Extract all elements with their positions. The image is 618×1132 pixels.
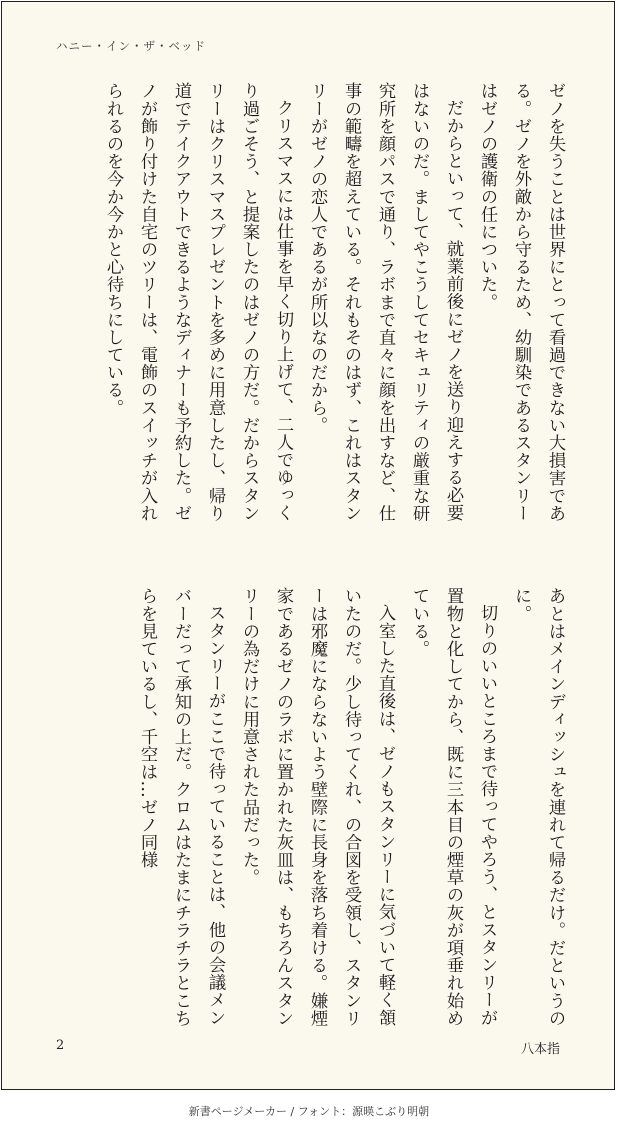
author-name: 八本指 bbox=[520, 1042, 560, 1057]
text-column-bottom bbox=[52, 587, 572, 1027]
text-column-top bbox=[52, 82, 572, 522]
paragraph: 切りのいいところまで待ってやろう、とスタンリーが置物と化してから、既に三本目の煙草の灰が項垂れ始めている。 bbox=[409, 587, 497, 1027]
running-title: ハニー・イン・ザ・ベッド bbox=[56, 39, 206, 53]
paragraph: だからといって、就業前後にゼノを送り迎えする必要はないのだ。ましてやこうしてセキュリティの厳重な研究所を顔パスで通り、ラボまで直々に顔を出すなど、仕事の範疇を超えている。それもそのはず、これはスタンリーがゼノの恋人であるが所以なのだから。 bbox=[307, 82, 463, 522]
book-page bbox=[1, 1, 615, 1090]
page-number: 2 bbox=[56, 1038, 65, 1053]
generator-credit: 新書ページメーカー / フォント：源暎こぶり明朝 bbox=[188, 1105, 430, 1118]
paragraph: ゼノを失うことは世界にとって看過できない大損害である。ゼノを外敵から守るため、幼馴染であるスタンリーはゼノの護衛の任についた。 bbox=[477, 82, 565, 522]
paragraph: あとはメインディッシュを連れて帰るだけ。だというのに。 bbox=[511, 587, 565, 1027]
paragraph: 入室した直後は、ゼノもスタンリーに気づいて軽く頷いたのだ。少し待ってくれ、の合図を受領し、スタンリーは邪魔にならないよう壁際に長身を落ち着ける。嫌煙家であるゼノのラボに置かれた灰皿は、もちろんスタンリーの為だけに用意された品だった。 bbox=[239, 587, 395, 1027]
paragraph: クリスマスには仕事を早く切り上げて、二人でゆっくり過ごそう、と提案したのはゼノの方だ。だからスタンリーはクリスマスプレゼントを多めに用意したし、帰り道でテイクアウトできるようなディナーも予約した。ゼノが飾り付けた自宅のツリーは、電飾のスイッチが入れられるのを今か今かと心待ちにしている。 bbox=[103, 82, 293, 522]
paragraph: スタンリーがここで待っていることは、他の会議メンバーだって承知の上だ。クロムはたまにチラチラとこちらを見ているし、千空は…ゼノ同様 bbox=[137, 587, 225, 1027]
